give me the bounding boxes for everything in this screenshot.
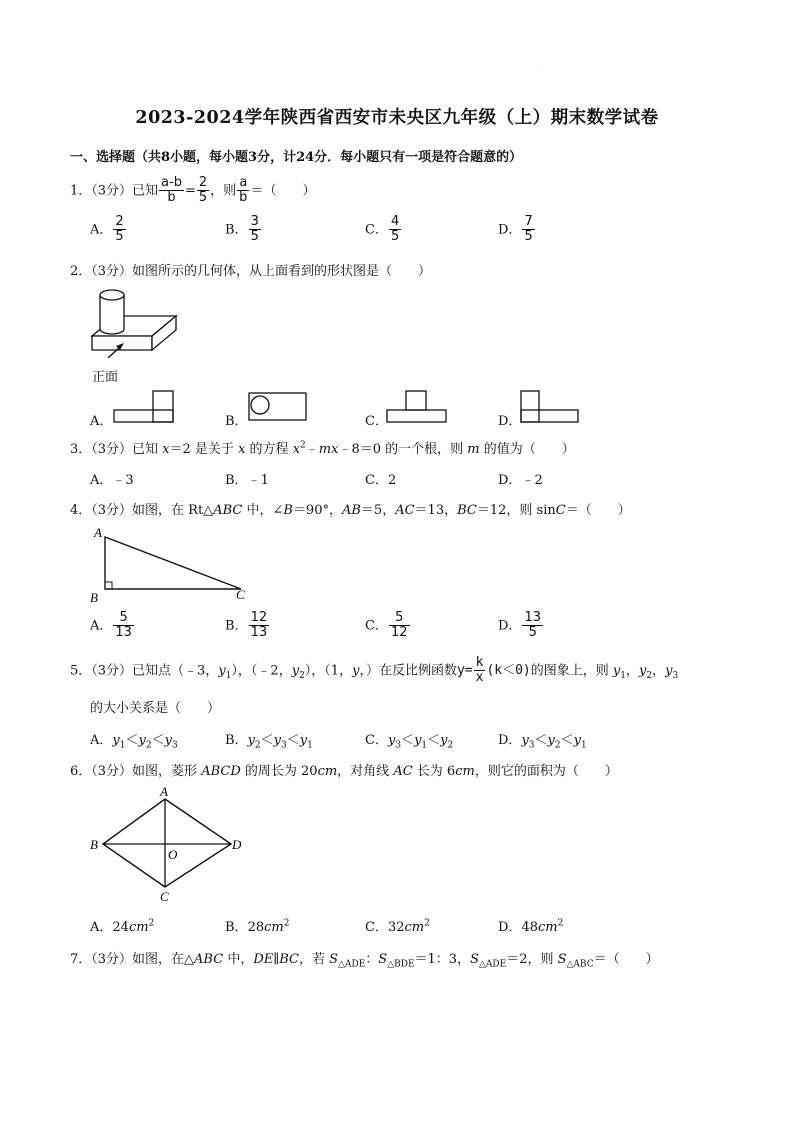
option-den: 5 xyxy=(115,229,124,245)
q6-rhombus-figure xyxy=(86,784,246,906)
option-den: 13 xyxy=(250,625,268,641)
option-label: A． xyxy=(90,222,113,238)
q7-var: S xyxy=(557,952,567,967)
opt-sub: 2 xyxy=(145,740,152,751)
q4-text: ＝13， xyxy=(414,503,458,518)
q5-var: y xyxy=(612,663,621,679)
q5-line-2: 的大小关系是（ ） xyxy=(90,701,221,716)
option-label: D． xyxy=(498,414,522,429)
option-num: 13 xyxy=(524,610,541,625)
q4-text: ＝（ ） xyxy=(565,503,631,518)
q5-option-c[interactable] xyxy=(365,729,453,751)
q4-option-a[interactable] xyxy=(90,611,135,641)
q2-solid-figure xyxy=(88,286,188,358)
opt-var: y xyxy=(138,733,146,748)
q5-func-y: y= xyxy=(456,663,473,679)
q5-func-cond: (k＜0) xyxy=(486,663,531,679)
q4-text: 中，∠ xyxy=(242,503,284,518)
option-value: 48 xyxy=(521,920,538,935)
q7-var: DE xyxy=(253,952,274,967)
q1-frac-right-den: 5 xyxy=(198,190,208,206)
option-unit: cm xyxy=(128,920,149,935)
option-label: D． xyxy=(498,920,522,935)
opt-sub: 1 xyxy=(421,740,428,751)
option-label: C． xyxy=(365,473,388,488)
opt-sub: 2 xyxy=(447,740,454,751)
q2-option-d-figure xyxy=(520,390,580,424)
q3-var: x xyxy=(162,442,170,457)
q5-sub: 1 xyxy=(620,670,626,681)
q5-sub: 2 xyxy=(646,670,653,681)
q7-var: S xyxy=(470,952,479,967)
option-label: C． xyxy=(365,920,388,935)
q3-option-d[interactable] xyxy=(498,469,543,488)
q6-var: cm xyxy=(317,764,338,779)
opt-sub: 2 xyxy=(254,740,261,751)
opt-var: y xyxy=(164,733,172,748)
q4-text: ＝5， xyxy=(360,503,396,518)
q7-text: ＝2，则 xyxy=(506,952,558,967)
q6-text: 6．（3分）如图，菱形 xyxy=(70,764,202,779)
q5-var: y xyxy=(218,663,226,679)
opt-var: y xyxy=(414,733,422,748)
opt-var: y xyxy=(247,733,255,748)
q3-text: 的方程 xyxy=(245,442,293,457)
opt-sub: 1 xyxy=(119,740,126,751)
q1-frac-ask-den: b xyxy=(239,190,248,206)
option-label: B． xyxy=(225,473,248,488)
q6-text: ，对角线 xyxy=(337,764,394,779)
option-label: B． xyxy=(225,222,248,238)
option-label: B． xyxy=(225,414,248,429)
q5-text: 的图象上，则 xyxy=(530,663,613,679)
option-label: C． xyxy=(365,733,388,748)
option-label: A． xyxy=(90,473,113,488)
q1-fraction-left xyxy=(159,176,184,206)
q5-sub: 2 xyxy=(299,670,305,681)
q6-option-d[interactable] xyxy=(498,916,563,935)
option-value: ﹣2 xyxy=(521,473,543,488)
q5-var: y xyxy=(352,663,360,679)
opt-sub: 3 xyxy=(395,740,402,751)
option-label: D． xyxy=(498,618,522,634)
option-value: 2 xyxy=(387,473,397,488)
q4-label-a: A xyxy=(94,525,102,540)
question-7 xyxy=(70,948,659,970)
q4-var: ABC xyxy=(213,503,243,518)
q7-text: 7．（3分）如图，在△ xyxy=(70,952,195,967)
q1-frac-left-den: b xyxy=(167,190,176,206)
opt-lt: ＜ xyxy=(534,733,548,748)
q6-label-a: A xyxy=(160,784,168,799)
option-unit: cm xyxy=(264,920,284,935)
option-den: 5 xyxy=(390,229,400,245)
q3-text: 的值为（ ） xyxy=(479,442,575,457)
q5-sub: 3 xyxy=(672,670,679,681)
opt-lt: ＜ xyxy=(125,733,139,748)
option-label: D． xyxy=(498,222,522,238)
option-num: 5 xyxy=(113,611,134,626)
q3-var: x xyxy=(238,442,246,457)
q7-text: ： xyxy=(365,952,379,967)
option-value: 28 xyxy=(247,920,265,935)
opt-lt: ＜ xyxy=(401,733,415,748)
q1-mid: ，则 xyxy=(210,183,237,199)
q3-var: mx xyxy=(318,442,339,457)
option-label: A． xyxy=(90,414,113,429)
question-3 xyxy=(70,438,575,457)
q1-option-b[interactable] xyxy=(225,215,262,245)
q7-text: 中， xyxy=(223,952,254,967)
q3-text: ﹣ xyxy=(305,442,319,457)
q3-var: m xyxy=(467,442,480,457)
q4-label-b: B xyxy=(90,590,98,605)
q4-var: AC xyxy=(395,503,415,518)
q3-option-a[interactable] xyxy=(90,469,134,488)
q2-option-c-figure xyxy=(386,390,448,424)
option-value: 32 xyxy=(387,920,405,935)
q1-frac-right-num: 2 xyxy=(198,175,208,190)
scan-mark: · xyxy=(538,66,540,73)
option-num: 3 xyxy=(250,214,259,229)
option-den: 5 xyxy=(524,229,533,245)
q7-sub: △ABC xyxy=(566,959,594,970)
q7-sub: △ADE xyxy=(478,959,507,970)
opt-sub: 2 xyxy=(554,740,561,751)
opt-var: y xyxy=(299,733,308,748)
q5-text: ， xyxy=(625,663,639,679)
option-label: B． xyxy=(225,618,248,634)
q6-option-a[interactable] xyxy=(90,916,154,935)
q5-option-d[interactable] xyxy=(498,729,587,751)
q4-var: BC xyxy=(457,503,477,518)
q5-text: ，）在反比例函数 xyxy=(359,663,457,679)
q1-frac-left-num: a-b xyxy=(161,175,182,190)
q4-var: B xyxy=(283,503,293,518)
q7-text: ，若 xyxy=(299,952,330,967)
option-value: ﹣3 xyxy=(112,473,134,488)
option-sup: 2 xyxy=(557,918,564,929)
q4-option-b[interactable] xyxy=(225,611,270,641)
q2-option-b[interactable] xyxy=(225,410,248,429)
opt-var: y xyxy=(573,733,582,748)
opt-var: y xyxy=(112,733,120,748)
option-label: B． xyxy=(225,920,248,935)
q1-suffix: ＝（ ） xyxy=(250,183,316,199)
opt-var: y xyxy=(547,733,555,748)
option-label: A． xyxy=(90,733,113,748)
question-4 xyxy=(70,499,631,518)
q3-exponent: 2 xyxy=(300,440,306,451)
q7-text: ＝（ ） xyxy=(593,952,659,967)
q1-option-c[interactable] xyxy=(365,215,402,245)
option-num: 12 xyxy=(250,610,268,625)
question-1 xyxy=(70,176,315,206)
q5-var: y xyxy=(665,663,673,679)
q1-equals: = xyxy=(184,183,196,199)
q5-text: ），（﹣2， xyxy=(231,663,292,679)
q4-option-d[interactable] xyxy=(498,611,544,641)
option-unit: cm xyxy=(537,920,558,935)
opt-var: y xyxy=(387,733,396,748)
q5-option-a[interactable] xyxy=(90,729,178,751)
question-6 xyxy=(70,760,618,779)
q4-text: 4．（3分）如图，在 Rt△ xyxy=(70,503,214,518)
q6-label-c: C xyxy=(160,889,169,904)
opt-lt: ＜ xyxy=(560,733,574,748)
section-heading: 一、选择题（共8小题，每小题3分，计24分．每小题只有一项是符合题意的） xyxy=(70,150,523,165)
q4-text: ＝12，则 sin xyxy=(476,503,556,518)
q5-text: 5．（3分）已知点（﹣3， xyxy=(70,663,219,679)
q1-frac-ask-num: a xyxy=(237,176,249,191)
option-label: D． xyxy=(498,473,522,488)
opt-sub: 1 xyxy=(307,740,313,751)
q1-option-a[interactable] xyxy=(90,215,127,245)
option-unit: cm xyxy=(404,920,425,935)
q1-fraction-ask xyxy=(237,176,249,206)
q2-option-d[interactable] xyxy=(498,410,521,429)
option-label: D． xyxy=(498,733,522,748)
q6-text: ，则它的面积为（ ） xyxy=(474,764,618,779)
q4-label-c: C xyxy=(236,587,245,602)
option-value: ﹣1 xyxy=(247,473,269,488)
option-label: B． xyxy=(225,733,248,748)
option-sup: 2 xyxy=(148,918,155,929)
opt-var: y xyxy=(521,733,529,748)
option-den: 12 xyxy=(390,625,408,641)
q5-function xyxy=(456,655,531,686)
option-label: C． xyxy=(365,618,388,634)
q2-option-b-figure xyxy=(248,392,308,422)
option-value: 24 xyxy=(112,920,129,935)
q6-label-b: B xyxy=(90,837,98,852)
q3-option-c[interactable] xyxy=(365,469,396,488)
option-num: 7 xyxy=(524,214,533,229)
opt-lt: ＜ xyxy=(427,733,441,748)
q1-fraction-right xyxy=(197,176,209,206)
q7-var: BC xyxy=(279,952,300,967)
option-sup: 2 xyxy=(424,918,430,929)
q5-option-b[interactable] xyxy=(225,729,313,751)
q7-var: ABC xyxy=(194,952,224,967)
q7-var: S xyxy=(329,952,339,967)
option-label: A． xyxy=(90,920,113,935)
opt-var: y xyxy=(273,733,282,748)
q6-option-b[interactable] xyxy=(225,916,289,935)
q5-text: ），（1， xyxy=(304,663,353,679)
q5-var: y xyxy=(291,663,300,679)
q3-text: ﹣8＝0 的一个根，则 xyxy=(338,442,468,457)
q3-var: x xyxy=(292,442,301,457)
q4-var: AB xyxy=(341,503,361,518)
option-num: 4 xyxy=(390,214,400,229)
q6-label-o: O xyxy=(168,847,178,862)
opt-lt: ＜ xyxy=(260,733,274,748)
opt-sub: 3 xyxy=(281,740,287,751)
q6-text: 的周长为 20 xyxy=(240,764,318,779)
opt-sub: 3 xyxy=(171,740,178,751)
page-title: 2023-2024学年陕西省西安市未央区九年级（上）期末数学试卷 xyxy=(135,108,659,128)
q6-text: 长为 6 xyxy=(412,764,456,779)
q4-text: ＝90°， xyxy=(292,503,342,518)
q2-option-c[interactable] xyxy=(365,410,388,429)
opt-lt: ＜ xyxy=(286,733,300,748)
q5-text: ， xyxy=(652,663,666,679)
q6-var: AC xyxy=(393,764,413,779)
q7-var: S xyxy=(378,952,388,967)
question-5 xyxy=(70,656,678,686)
q3-option-b[interactable] xyxy=(225,469,269,488)
option-den: 5 xyxy=(250,229,259,245)
option-num: 2 xyxy=(115,214,124,229)
q6-option-c[interactable] xyxy=(365,916,430,935)
q5-func-num: k xyxy=(475,655,484,670)
q6-label-d: D xyxy=(232,837,242,852)
option-den: 13 xyxy=(115,625,132,641)
q5-var: y xyxy=(639,663,647,679)
q1-prefix: 1．（3分）已知 xyxy=(70,183,159,199)
q7-sub: △ADE xyxy=(338,959,366,970)
opt-lt: ＜ xyxy=(151,733,165,748)
option-label: C． xyxy=(365,222,388,238)
q3-text: 3．（3分）已知 xyxy=(70,442,163,457)
q7-text: ＝1：3， xyxy=(414,952,471,967)
q6-var: cm xyxy=(455,764,475,779)
option-sup: 2 xyxy=(283,918,290,929)
q4-right-triangle-figure xyxy=(86,524,256,606)
q5-sub: 1 xyxy=(225,670,232,681)
opt-sub: 1 xyxy=(581,740,587,751)
q7-text: ∥ xyxy=(273,952,280,967)
option-label: C． xyxy=(365,414,388,429)
q1-option-d[interactable] xyxy=(498,215,536,245)
q6-var: ABCD xyxy=(201,764,241,779)
q2-option-a[interactable] xyxy=(90,410,112,429)
q3-text: ＝2 是关于 xyxy=(169,442,239,457)
opt-var: y xyxy=(440,733,448,748)
question-2: 2．（3分）如图所示的几何体，从上面看到的形状图是（ ） xyxy=(70,264,432,279)
q7-sub: △BDE xyxy=(387,959,415,970)
option-num: 5 xyxy=(389,611,410,626)
q2-option-a-figure xyxy=(113,390,175,424)
opt-sub: 3 xyxy=(528,740,535,751)
option-den: 5 xyxy=(528,625,537,641)
q4-var: C xyxy=(555,503,566,518)
q5-func-den: x xyxy=(475,670,484,686)
option-label: A． xyxy=(90,618,113,634)
q2-front-label: 正面 xyxy=(92,370,119,385)
q4-option-c[interactable] xyxy=(365,611,411,641)
